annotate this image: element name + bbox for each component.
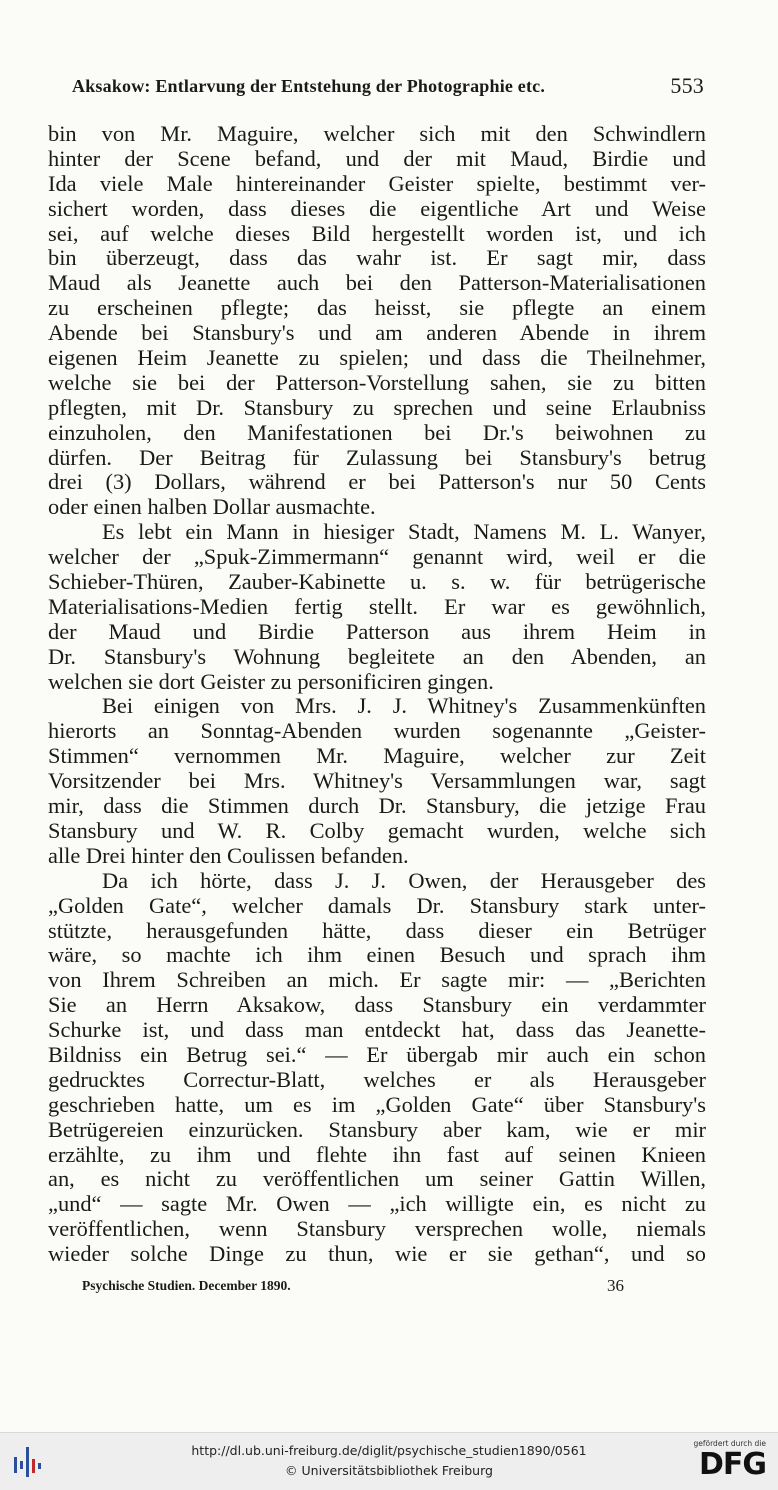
copyright-text: © Universitätsbibliothek Freiburg: [285, 1463, 493, 1478]
running-head: [72, 73, 704, 98]
text-line: Stansbury und W. R. Colby gemacht wurden, welche sich: [48, 818, 706, 843]
page-number: 553: [670, 73, 704, 98]
text-line: welchen sie dort Geister zu personificiren gingen.: [48, 669, 494, 694]
text-line: alle Drei hinter den Coulissen befanden.: [48, 843, 409, 868]
text-line: einzuholen, den Manifestationen bei Dr.'s beiwohnen zu: [48, 420, 706, 445]
text-line: „und“ — sagte Mr. Owen — „ich willigte ein, es nicht zu: [48, 1192, 706, 1217]
text-line: geschrieben hatte, um es im „Golden Gate“ über Stansbury's: [48, 1092, 706, 1117]
text-line: zu erscheinen pflegte; das heisst, sie pflegte an einem: [48, 296, 706, 321]
text-line: Da ich hörte, dass J. J. Owen, der Herausgeber des: [102, 868, 706, 893]
text-line: drei (3) Dollars, während er bei Patterson's nur 50 Cents: [48, 470, 706, 495]
text-line: sichert worden, dass dieses die eigentliche Art und Weise: [48, 196, 706, 221]
text-line: wieder solche Dinge zu thun, wie er sie gethan“, und so: [48, 1242, 706, 1267]
text-line: bin überzeugt, dass das wahr ist. Er sagt mir, dass: [48, 246, 706, 271]
funding-note: gefördert durch die: [693, 1439, 766, 1448]
text-line: von Ihrem Schreiben an mich. Er sagte mir: — „Berichten: [48, 968, 706, 993]
text-line: sei, auf welche dieses Bild hergestellt worden ist, und ich: [48, 221, 706, 246]
text-line: welche sie bei der Patterson-Vorstellung sahen, sie zu bitten: [48, 370, 706, 395]
text-line: Sie an Herrn Aksakow, dass Stansbury ein verdammter: [48, 993, 706, 1018]
text-line: mir, dass die Stimmen durch Dr. Stansbury, die jetzige Frau: [48, 794, 706, 819]
page-footer: [82, 1278, 642, 1294]
text-line: welcher der „Spuk-Zimmermann“ genannt wird, weil er die: [48, 545, 706, 570]
text-line: Dr. Stansbury's Wohnung begleitete an den Abenden, an: [48, 644, 706, 669]
body-text: [48, 122, 706, 1267]
text-line: Schurke ist, und dass man entdeckt hat, dass das Jeanette-: [48, 1018, 706, 1043]
text-line: hinter der Scene befand, und der mit Maud, Birdie und: [48, 146, 706, 171]
text-line: Stimmen“ vernommen Mr. Maguire, welcher zur Zeit: [48, 744, 706, 769]
dfg-logo: DFG: [698, 1447, 766, 1482]
text-line: hierorts an Sonntag-Abenden wurden sogenannte „Geister-: [48, 719, 706, 744]
text-line: eigenen Heim Jeanette zu spielen; und dass die Theilnehmer,: [48, 346, 706, 371]
text-line: veröffentlichen, wenn Stansbury versprechen wolle, niemals: [48, 1217, 706, 1242]
running-title: Aksakow: Entlarvung der Entstehung der Photographie etc.: [72, 76, 546, 96]
text-line: oder einen halben Dollar ausmachte.: [48, 495, 376, 520]
text-line: an, es nicht zu veröffentlichen um seiner Gattin Willen,: [48, 1167, 706, 1192]
text-line: Ida viele Male hintereinander Geister spielte, bestimmt ver-: [48, 171, 706, 196]
text-line: gedrucktes Correctur-Blatt, welches er als Herausgeber: [48, 1067, 706, 1092]
text-line: Maud als Jeanette auch bei den Patterson-Materialisationen: [48, 271, 706, 296]
text-line: Abende bei Stansbury's und am anderen Abende in ihrem: [48, 321, 706, 346]
text-line: Es lebt ein Mann in hiesiger Stadt, Namens M. L. Wanyer,: [102, 520, 706, 545]
viewer-info-bar: [0, 1432, 778, 1490]
source-url-link[interactable]: http://dl.ub.uni-freiburg.de/diglit/psychische_studien1890/0561: [191, 1443, 587, 1458]
text-line: „Golden Gate“, welcher damals Dr. Stansbury stark unter-: [48, 893, 706, 918]
text-line: Materialisations-Medien fertig stellt. Er war es gewöhnlich,: [48, 594, 706, 619]
text-line: erzählte, zu ihm und flehte ihn fast auf seinen Knieen: [48, 1142, 706, 1167]
text-line: Bildniss ein Betrug sei.“ — Er übergab mir auch ein schon: [48, 1042, 706, 1067]
text-line: Betrügereien einzurücken. Stansbury aber kam, wie er mir: [48, 1117, 706, 1142]
text-line: der Maud und Birdie Patterson aus ihrem Heim in: [48, 619, 706, 644]
text-line: bin von Mr. Maguire, welcher sich mit den Schwindlern: [48, 122, 706, 146]
text-line: pflegten, mit Dr. Stansbury zu sprechen und seine Erlaubniss: [48, 395, 706, 420]
text-line: Schieber-Thüren, Zauber-Kabinette u. s. w. für betrügerische: [48, 570, 706, 595]
text-line: Vorsitzender bei Mrs. Whitney's Versammlungen war, sagt: [48, 769, 706, 794]
text-line: stützte, herausgefunden hätte, dass dieser ein Betrüger: [48, 918, 706, 943]
signature-mark: 36: [607, 1276, 624, 1295]
text-line: wäre, so machte ich ihm einen Besuch und sprach ihm: [48, 943, 706, 968]
text-line: Bei einigen von Mrs. J. J. Whitney's Zusammenkünften: [102, 694, 706, 719]
journal-line: Psychische Studien. December 1890.: [82, 1278, 291, 1293]
text-line: dürfen. Der Beitrag für Zulassung bei Stansbury's betrug: [48, 445, 706, 470]
